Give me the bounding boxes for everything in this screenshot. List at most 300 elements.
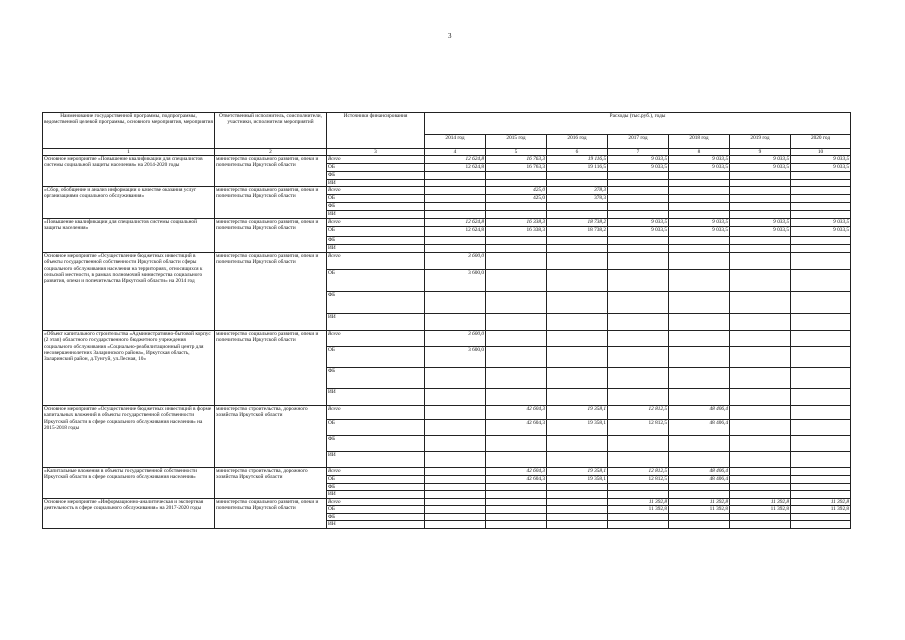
expense-value-cell <box>730 420 791 436</box>
expense-value-cell <box>730 389 791 406</box>
expense-value-cell <box>791 195 851 203</box>
expense-value-cell <box>547 211 608 219</box>
header-executor: Ответственный исполнитель, соисполнители, участники, исполнители мероприятий <box>215 113 327 149</box>
expense-value-cell: 42 604,3 <box>486 406 547 420</box>
expense-value-cell <box>486 270 547 292</box>
expense-value-cell <box>608 195 669 203</box>
header-year: 2016 год <box>547 135 608 149</box>
program-name-cell: «Сбор, обобщение и анализ информации о качестве оказания услуг организациями социального обслуживания» <box>43 187 215 219</box>
expense-value-cell <box>791 468 851 476</box>
funding-source-cell: ФБ <box>327 368 425 389</box>
expense-value-cell: 48 406,4 <box>669 468 730 476</box>
expense-value-cell: 19 358,1 <box>547 406 608 420</box>
expense-value-cell: 9 033,5 <box>669 163 730 171</box>
expense-value-cell <box>730 452 791 468</box>
expense-value-cell <box>547 389 608 406</box>
expense-value-cell: 11 392,8 <box>791 498 851 506</box>
executor-cell: министерство социального развития, опеки и попечительства Иркутской области <box>215 187 327 219</box>
expense-value-cell: 425,0 <box>486 195 547 203</box>
funding-source-cell: ИИ <box>327 314 425 331</box>
executor-cell: министерство строительства, дорожного хозяйства Иркутской области <box>215 468 327 499</box>
expense-value-cell: 12 624,8 <box>425 163 486 171</box>
expense-value-cell <box>425 436 486 452</box>
expense-value-cell <box>791 270 851 292</box>
expense-value-cell: 12 624,8 <box>425 227 486 237</box>
expense-value-cell: 16 763,3 <box>486 156 547 164</box>
expense-value-cell <box>425 491 486 499</box>
expense-value-cell: 42 604,3 <box>486 468 547 476</box>
executor-cell: министерство социального развития, опеки и попечительства Иркутской области <box>215 498 327 528</box>
budget-table <box>42 112 851 529</box>
expense-value-cell <box>425 171 486 179</box>
expense-value-cell <box>547 436 608 452</box>
expense-value-cell <box>486 483 547 491</box>
expense-value-cell <box>608 237 669 245</box>
expense-value-cell: 18 738,2 <box>547 227 608 237</box>
table-row <box>43 498 851 506</box>
expense-value-cell <box>730 513 791 521</box>
expense-value-cell <box>547 237 608 245</box>
funding-source-cell: Всего <box>327 468 425 476</box>
expense-value-cell <box>791 476 851 484</box>
executor-cell: министерство социального развития, опеки и попечительства Иркутской области <box>215 331 327 406</box>
expense-value-cell: 19 116,5 <box>547 156 608 164</box>
expense-value-cell <box>547 491 608 499</box>
funding-source-cell: ФБ <box>327 513 425 521</box>
expense-value-cell <box>608 368 669 389</box>
expense-value-cell: 12 812,5 <box>608 468 669 476</box>
expense-value-cell <box>425 245 486 253</box>
page-number: 3 <box>448 32 452 40</box>
expense-value-cell <box>669 179 730 187</box>
expense-value-cell <box>608 245 669 253</box>
header-year: 2018 год <box>669 135 730 149</box>
expense-value-cell <box>791 211 851 219</box>
expense-value-cell: 9 033,5 <box>669 156 730 164</box>
executor-cell: министерство строительства, дорожного хозяйства Иркутской области <box>215 406 327 468</box>
expense-value-cell: 11 392,8 <box>669 498 730 506</box>
header-year: 2017 год <box>608 135 669 149</box>
expense-value-cell <box>547 292 608 314</box>
expense-value-cell: 9 033,5 <box>608 156 669 164</box>
expense-value-cell: 3 600,0 <box>425 270 486 292</box>
executor-cell: министерство социального развития, опеки и попечительства Иркутской области <box>215 156 327 187</box>
expense-value-cell <box>669 211 730 219</box>
expense-value-cell <box>425 292 486 314</box>
expense-value-cell <box>547 498 608 506</box>
expense-value-cell <box>791 452 851 468</box>
expense-value-cell: 9 033,5 <box>730 227 791 237</box>
expense-value-cell <box>730 476 791 484</box>
funding-source-cell: Всего <box>327 218 425 227</box>
expense-value-cell <box>486 498 547 506</box>
header-year: 2015 год <box>486 135 547 149</box>
header-expenses: Расходы (тыс.руб.), годы <box>425 113 851 135</box>
expense-value-cell <box>547 506 608 514</box>
expense-value-cell: 9 033,5 <box>669 227 730 237</box>
expense-value-cell <box>730 436 791 452</box>
expense-value-cell <box>791 331 851 347</box>
expense-value-cell <box>608 347 669 368</box>
expense-value-cell <box>425 314 486 331</box>
expense-value-cell <box>425 237 486 245</box>
expense-value-cell: 16 763,3 <box>486 163 547 171</box>
expense-value-cell <box>791 491 851 499</box>
expense-value-cell <box>791 203 851 211</box>
executor-cell: министерство социального развития, опеки и попечительства Иркутской области <box>215 218 327 253</box>
expense-value-cell: 11 392,8 <box>608 506 669 514</box>
expense-value-cell: 48 406,4 <box>669 476 730 484</box>
expense-value-cell <box>547 452 608 468</box>
expense-value-cell <box>425 476 486 484</box>
column-number: 7 <box>608 149 669 156</box>
expense-value-cell <box>486 211 547 219</box>
funding-source-cell: ИИ <box>327 211 425 219</box>
expense-value-cell: 9 033,5 <box>791 218 851 227</box>
column-number: 10 <box>791 149 851 156</box>
expense-value-cell <box>547 347 608 368</box>
funding-source-cell: ФБ <box>327 483 425 491</box>
expense-value-cell <box>791 389 851 406</box>
expense-value-cell <box>547 314 608 331</box>
expense-value-cell: 11 392,8 <box>608 498 669 506</box>
expense-value-cell: 11 392,8 <box>730 506 791 514</box>
expense-value-cell <box>486 331 547 347</box>
expense-value-cell <box>730 270 791 292</box>
expense-value-cell <box>486 314 547 331</box>
table-row <box>43 253 851 270</box>
expense-value-cell <box>791 187 851 195</box>
expense-value-cell <box>669 270 730 292</box>
funding-source-cell: ФБ <box>327 292 425 314</box>
expense-value-cell <box>791 237 851 245</box>
table-row <box>43 331 851 347</box>
funding-source-cell: ИИ <box>327 491 425 499</box>
program-name-cell: Основное мероприятие «Осуществление бюджетных инвестиций в форме капитальных вложений в объекты государственной собственности Иркутской области в сфере социального обслуживания населения» на 2015-2018 годы <box>43 406 215 468</box>
expense-value-cell: 9 033,5 <box>730 163 791 171</box>
expense-value-cell <box>547 245 608 253</box>
executor-cell: министерство социального развития, опеки и попечительства Иркутской области <box>215 253 327 331</box>
expense-value-cell <box>425 483 486 491</box>
funding-source-cell: ОБ <box>327 347 425 368</box>
header-year: 2019 год <box>730 135 791 149</box>
expense-value-cell <box>730 253 791 270</box>
expense-value-cell <box>425 521 486 529</box>
expense-value-cell <box>486 237 547 245</box>
expense-value-cell <box>486 513 547 521</box>
expense-value-cell <box>608 187 669 195</box>
expense-value-cell <box>425 506 486 514</box>
expense-value-cell <box>608 331 669 347</box>
expense-value-cell: 378,3 <box>547 187 608 195</box>
expense-value-cell <box>486 253 547 270</box>
expense-value-cell <box>791 179 851 187</box>
expense-value-cell <box>669 195 730 203</box>
expense-value-cell <box>486 389 547 406</box>
expense-value-cell <box>608 314 669 331</box>
expense-value-cell <box>425 498 486 506</box>
expense-value-cell <box>547 253 608 270</box>
expense-value-cell <box>425 406 486 420</box>
funding-source-cell: ФБ <box>327 237 425 245</box>
expense-value-cell <box>791 253 851 270</box>
expense-value-cell <box>669 314 730 331</box>
expense-value-cell <box>730 368 791 389</box>
expense-value-cell: 12 812,5 <box>608 476 669 484</box>
expense-value-cell <box>730 314 791 331</box>
expense-value-cell <box>547 270 608 292</box>
expense-value-cell <box>669 347 730 368</box>
funding-source-cell: Всего <box>327 498 425 506</box>
expense-value-cell: 11 392,8 <box>791 506 851 514</box>
expense-value-cell <box>608 389 669 406</box>
expense-value-cell <box>791 171 851 179</box>
expense-value-cell: 425,0 <box>486 187 547 195</box>
expense-value-cell: 9 033,5 <box>791 163 851 171</box>
funding-source-cell: ОБ <box>327 476 425 484</box>
expense-value-cell <box>486 245 547 253</box>
expense-value-cell <box>486 506 547 514</box>
table-row <box>43 406 851 420</box>
expense-value-cell <box>791 436 851 452</box>
expense-value-cell: 12 812,5 <box>608 420 669 436</box>
expense-value-cell <box>791 314 851 331</box>
expense-value-cell <box>547 179 608 187</box>
expense-value-cell <box>547 513 608 521</box>
header-year: 2020 год <box>791 135 851 149</box>
expense-value-cell <box>547 203 608 211</box>
funding-source-cell: ОБ <box>327 163 425 171</box>
expense-value-cell <box>791 292 851 314</box>
header-year: 2014 год <box>425 135 486 149</box>
expense-value-cell <box>791 245 851 253</box>
expense-value-cell <box>669 483 730 491</box>
expense-value-cell <box>791 513 851 521</box>
expense-value-cell <box>730 211 791 219</box>
expense-value-cell <box>486 452 547 468</box>
expense-value-cell <box>425 179 486 187</box>
column-number: 1 <box>43 149 215 156</box>
expense-value-cell: 9 033,5 <box>730 218 791 227</box>
expense-value-cell <box>486 521 547 529</box>
expense-value-cell <box>425 513 486 521</box>
expense-value-cell <box>608 292 669 314</box>
expense-value-cell: 12 624,8 <box>425 218 486 227</box>
column-number: 5 <box>486 149 547 156</box>
expense-value-cell <box>486 171 547 179</box>
funding-source-cell: ОБ <box>327 506 425 514</box>
expense-value-cell: 19 358,1 <box>547 476 608 484</box>
funding-source-cell: ИИ <box>327 452 425 468</box>
expense-value-cell <box>730 187 791 195</box>
expense-value-cell <box>425 420 486 436</box>
funding-source-cell: ФБ <box>327 203 425 211</box>
program-name-cell: «Повышение квалификации для специалистов системы социальной защиты населения» <box>43 218 215 253</box>
column-number: 8 <box>669 149 730 156</box>
expense-value-cell <box>669 237 730 245</box>
expense-value-cell: 12 812,5 <box>608 406 669 420</box>
expense-value-cell <box>730 331 791 347</box>
expense-value-cell <box>669 292 730 314</box>
expense-value-cell <box>486 179 547 187</box>
expense-value-cell <box>791 420 851 436</box>
expense-value-cell <box>669 171 730 179</box>
expense-value-cell <box>791 368 851 389</box>
program-name-cell: Основное мероприятие «Информационно-аналитическая и экспертная деятельность в сфере социального обслуживания» на 2017-2020 годы <box>43 498 215 528</box>
expense-value-cell: 42 604,3 <box>486 476 547 484</box>
column-number: 3 <box>327 149 425 156</box>
expense-value-cell <box>486 436 547 452</box>
table-row <box>43 468 851 476</box>
expense-value-cell <box>669 452 730 468</box>
column-number: 2 <box>215 149 327 156</box>
funding-source-cell: ФБ <box>327 171 425 179</box>
expense-value-cell: 9 033,5 <box>791 227 851 237</box>
expense-value-cell <box>608 179 669 187</box>
expense-value-cell <box>730 468 791 476</box>
expense-value-cell: 16 338,3 <box>486 227 547 237</box>
expense-value-cell <box>608 270 669 292</box>
funding-source-cell: ОБ <box>327 227 425 237</box>
expense-value-cell <box>608 436 669 452</box>
expense-value-cell <box>669 436 730 452</box>
column-number: 4 <box>425 149 486 156</box>
expense-value-cell <box>669 245 730 253</box>
expense-value-cell: 9 033,5 <box>730 156 791 164</box>
expense-value-cell <box>669 513 730 521</box>
program-name-cell: «Капитальные вложения в объекты государственной собственности Иркутской области в сфере социального обслуживания населения» <box>43 468 215 499</box>
funding-source-cell: Всего <box>327 406 425 420</box>
expense-value-cell <box>791 483 851 491</box>
funding-source-cell: ОБ <box>327 420 425 436</box>
expense-value-cell: 9 033,5 <box>669 218 730 227</box>
expense-value-cell: 12 624,8 <box>425 156 486 164</box>
expense-value-cell <box>730 521 791 529</box>
expense-value-cell: 11 392,8 <box>669 506 730 514</box>
table-row <box>43 218 851 227</box>
expense-value-cell <box>730 292 791 314</box>
column-number: 6 <box>547 149 608 156</box>
expense-value-cell <box>425 195 486 203</box>
expense-value-cell <box>425 203 486 211</box>
table-row <box>43 187 851 195</box>
expense-value-cell <box>669 203 730 211</box>
expense-value-cell <box>669 389 730 406</box>
expense-value-cell <box>669 521 730 529</box>
expense-value-cell <box>730 203 791 211</box>
expense-value-cell <box>486 368 547 389</box>
expense-value-cell <box>730 237 791 245</box>
header-sources: Источники финансирования <box>327 113 425 149</box>
expense-value-cell <box>791 521 851 529</box>
expense-value-cell: 19 358,1 <box>547 468 608 476</box>
expense-value-cell: 42 604,3 <box>486 420 547 436</box>
expense-value-cell <box>791 347 851 368</box>
expense-value-cell <box>730 179 791 187</box>
expense-value-cell <box>486 292 547 314</box>
expense-value-cell: 18 738,2 <box>547 218 608 227</box>
expense-value-cell <box>425 389 486 406</box>
expense-value-cell <box>608 203 669 211</box>
funding-source-cell: Всего <box>327 187 425 195</box>
expense-value-cell <box>425 368 486 389</box>
expense-value-cell: 19 116,5 <box>547 163 608 171</box>
header-program: Наименование государственной программы, подпрограммы, ведомственной целевой программы, основного мероприятия, мероприятия <box>43 113 215 149</box>
expense-value-cell <box>608 491 669 499</box>
expense-value-cell <box>608 211 669 219</box>
expense-value-cell <box>730 491 791 499</box>
expense-value-cell <box>730 171 791 179</box>
expense-value-cell <box>730 483 791 491</box>
expense-value-cell <box>730 347 791 368</box>
program-name-cell: Основное мероприятие «Повышение квалификации для специалистов системы социальной защиты населения» на 2014-2020 годы <box>43 156 215 187</box>
funding-source-cell: ИИ <box>327 179 425 187</box>
expense-value-cell <box>608 253 669 270</box>
expense-value-cell <box>669 368 730 389</box>
expense-value-cell <box>547 521 608 529</box>
expense-value-cell <box>425 452 486 468</box>
expense-value-cell <box>730 406 791 420</box>
program-name-cell: «Объект капитального строительства «Административно-бытовой корпус (2 этап) областного государственного бюджетного учреждения социального обслуживания «Социально-реабилитационный центр для несовершеннолетних Заларинского района», Иркутская область, Заларинский район, д.Тунгуй, ул.Лесная, 10» <box>43 331 215 406</box>
funding-source-cell: Всего <box>327 331 425 347</box>
expense-value-cell: 9 033,5 <box>608 163 669 171</box>
expense-value-cell: 48 406,4 <box>669 406 730 420</box>
expense-value-cell <box>608 483 669 491</box>
expense-value-cell <box>669 491 730 499</box>
funding-source-cell: ФБ <box>327 436 425 452</box>
program-name-cell: Основное мероприятие «Осуществление бюджетных инвестиций в объекты государственной собственности Иркутской области сферы социального обслуживания населения на территориях, относящихся к сельской местности, в рамках полномочий министерства социального развития, опеки и попечительства Иркутской области» на 2014 год <box>43 253 215 331</box>
expense-value-cell: 3 600,0 <box>425 253 486 270</box>
expense-value-cell: 3 600,0 <box>425 331 486 347</box>
funding-source-cell: ОБ <box>327 195 425 203</box>
column-number: 9 <box>730 149 791 156</box>
expense-value-cell <box>791 406 851 420</box>
expense-value-cell: 9 033,5 <box>608 227 669 237</box>
expense-value-cell: 378,3 <box>547 195 608 203</box>
funding-source-cell: ОБ <box>327 270 425 292</box>
expense-value-cell: 48 406,4 <box>669 420 730 436</box>
expense-value-cell: 9 033,5 <box>791 156 851 164</box>
expense-value-cell <box>547 171 608 179</box>
table-row <box>43 156 851 164</box>
funding-source-cell: ИИ <box>327 389 425 406</box>
expense-value-cell <box>486 347 547 368</box>
expense-value-cell <box>669 331 730 347</box>
expense-value-cell: 11 392,8 <box>730 498 791 506</box>
expense-value-cell: 9 033,5 <box>608 218 669 227</box>
expense-value-cell <box>730 195 791 203</box>
expense-value-cell <box>608 452 669 468</box>
expense-value-cell: 16 338,3 <box>486 218 547 227</box>
expense-value-cell: 19 358,1 <box>547 420 608 436</box>
funding-source-cell: Всего <box>327 156 425 164</box>
expense-value-cell: 3 600,0 <box>425 347 486 368</box>
expense-value-cell <box>669 187 730 195</box>
expense-value-cell <box>547 483 608 491</box>
expense-value-cell <box>547 331 608 347</box>
expense-value-cell <box>608 521 669 529</box>
expense-value-cell <box>608 513 669 521</box>
expense-value-cell <box>425 211 486 219</box>
expense-value-cell <box>425 187 486 195</box>
funding-source-cell: ИИ <box>327 245 425 253</box>
expense-value-cell <box>730 245 791 253</box>
expense-value-cell <box>547 368 608 389</box>
expense-value-cell <box>425 468 486 476</box>
expense-value-cell <box>669 253 730 270</box>
funding-source-cell: ИН <box>327 521 425 529</box>
expense-value-cell <box>486 491 547 499</box>
